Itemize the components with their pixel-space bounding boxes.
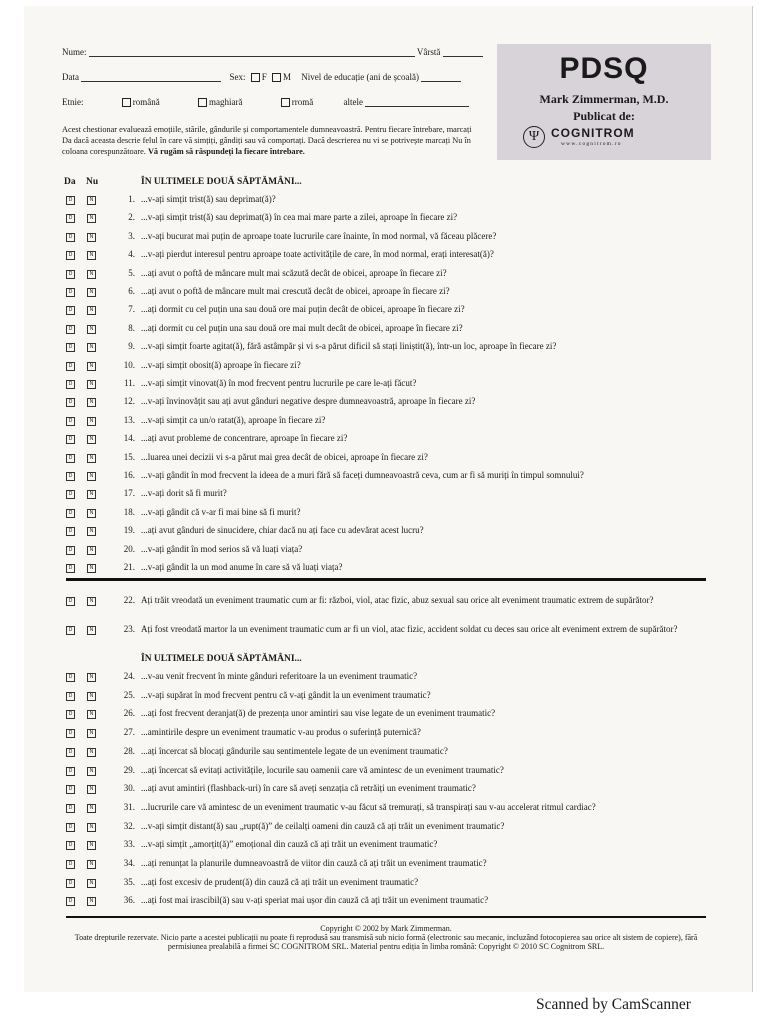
section-heading-2: ÎN ULTIMELE DOUĂ SĂPTĂMÂNI...	[141, 654, 302, 664]
question-row	[60, 249, 710, 263]
other-label: altele	[343, 97, 363, 107]
question-number: 10.	[123, 359, 135, 370]
nu-checkbox[interactable]: N	[87, 673, 96, 682]
question-number: 20.	[123, 543, 135, 554]
question-row	[60, 839, 710, 853]
nu-checkbox[interactable]: N	[87, 214, 96, 223]
question-row	[60, 671, 710, 685]
question-row	[60, 396, 710, 410]
question-number: 36.	[123, 895, 135, 906]
da-checkbox[interactable]: D	[66, 710, 75, 719]
question-text: ...ați avut amintiri (flashback-uri) în care să aveți senzația că retrăiți un eveniment traumatic?	[141, 783, 476, 794]
da-checkbox[interactable]: D	[66, 785, 75, 794]
da-checkbox[interactable]: D	[66, 767, 75, 776]
nu-checkbox[interactable]: N	[87, 288, 96, 297]
age-label: Vârstă	[416, 47, 441, 57]
section-heading-1: ÎN ULTIMELE DOUĂ SĂPTĂMÂNI...	[141, 177, 302, 187]
da-checkbox[interactable]: D	[66, 564, 75, 573]
question-text: ...ați dormit cu cel puțin una sau două ore mai puțin decât de obicei, aproape în fiecare zi?	[141, 304, 465, 315]
question-text: ...ați încercat să blocați gândurile sau sentimentele legate de un eveniment traumatic?	[141, 745, 448, 756]
da-checkbox[interactable]: D	[66, 270, 75, 279]
question-text: ...v-ați dorit să fi murit?	[141, 488, 227, 499]
nu-checkbox[interactable]: N	[87, 490, 96, 499]
question-number: 9.	[128, 341, 135, 352]
da-checkbox[interactable]: D	[66, 823, 75, 832]
question-number: 23.	[123, 624, 135, 634]
rights-notice: Toate drepturile rezervate. Nicio parte a acestei publicații nu poate fi reprodusă sau transmisă sub nicio formă (electronic sau mecanic, incluzând fotocopierea sau orice alt sistem de copiere), fără permisiunea prealabilă a firmei SC COGNITROM SRL. Material pentru ediția în limba română: Copyright © 2010 SC Cognitrom SRL.	[74, 933, 698, 951]
question-row	[60, 488, 710, 502]
nu-checkbox[interactable]: N	[87, 435, 96, 444]
da-checkbox[interactable]: D	[66, 288, 75, 297]
nu-checkbox[interactable]: N	[87, 564, 96, 573]
copyright-line: Copyright © 2002 by Mark Zimmerman.	[320, 924, 452, 933]
scanner-watermark: Scanned by CamScanner	[536, 996, 691, 1013]
nu-checkbox[interactable]: N	[87, 398, 96, 407]
question-text: ...v-ați simțit obosit(ă) aproape în fiecare zi?	[141, 359, 301, 370]
publisher-logo-block	[497, 44, 711, 160]
question-text: ...v-ați gândit în mod frecvent la ideea de a muri fără să faceți dumneavoastră ceva, cum ar fi să muriți în timpul somnului?	[141, 470, 584, 480]
nu-checkbox[interactable]: N	[87, 527, 96, 536]
question-row	[60, 268, 710, 282]
question-number: 29.	[123, 764, 135, 775]
question-number: 17.	[123, 488, 135, 499]
da-checkbox[interactable]: D	[66, 860, 75, 869]
question-text: ...v-ați simțit vinovat(ă) în mod frecvent pentru lucrurile pe care le-ați făcut?	[141, 378, 417, 388]
question-text: ...v-ați gândit că v-ar fi mai bine să fi murit?	[141, 506, 301, 517]
question-text: ...amintirile despre un eveniment traumatic v-au produs o suferință puternică?	[141, 727, 421, 738]
question-number: 5.	[128, 267, 135, 278]
nu-checkbox[interactable]: N	[87, 879, 96, 888]
question-row	[60, 708, 710, 722]
brand-url: www.cognitrom.ro	[561, 141, 622, 147]
nu-checkbox[interactable]: N	[87, 767, 96, 776]
question-row	[60, 802, 710, 816]
brand-mark	[523, 124, 693, 150]
question-row	[60, 595, 710, 609]
ethnicity-ro-checkbox[interactable]	[122, 98, 131, 107]
question-number: 35.	[123, 876, 135, 887]
question-text: ...v-ați pierdut interesul pentru aproape toate activitățile de care, în mod normal, erați interesat(ă)?	[141, 249, 494, 260]
question-text: ...ați încercat să evitați activitățile, locurile sau oamenii care vă amintesc de un eveniment traumatic?	[141, 764, 504, 775]
question-row	[60, 470, 710, 484]
question-text: ...v-ați gândit în mod serios să vă luați viața?	[141, 543, 303, 554]
copyright-footer	[60, 924, 712, 951]
nu-checkbox[interactable]: N	[87, 897, 96, 906]
sex-m-label: M	[283, 72, 292, 82]
question-number: 2.	[128, 212, 135, 223]
question-row	[60, 452, 710, 466]
question-row	[60, 286, 710, 300]
question-text: ...v-ați simțit ca un/o ratat(ă), aproape în fiecare zi?	[141, 414, 326, 425]
question-row	[60, 525, 710, 539]
question-text: ...v-ați simțit trist(ă) sau deprimat(ă) în cea mai mare parte a zilei, aproape în fiecare zi?	[141, 212, 458, 223]
da-checkbox[interactable]: D	[66, 527, 75, 536]
question-text: ...ați fost excesiv de prudent(ă) din cauză că ați trăit un eveniment traumatic?	[141, 876, 419, 887]
question-number: 11.	[124, 378, 135, 388]
question-number: 13.	[123, 414, 135, 425]
sex-label: Sex:	[229, 72, 246, 82]
question-text: ...v-ați bucurat mai puțin de aproape toate lucrurile care înainte, în mod normal, vă făceau plăcere?	[141, 230, 497, 241]
nu-checkbox[interactable]: N	[87, 306, 96, 315]
da-checkbox[interactable]: D	[66, 196, 75, 205]
da-checkbox[interactable]: D	[66, 380, 75, 389]
question-number: 22.	[123, 595, 135, 605]
da-checkbox[interactable]: D	[66, 879, 75, 888]
nu-checkbox[interactable]: N	[87, 251, 96, 260]
logo-author: Mark Zimmerman, M.D.	[539, 92, 669, 106]
question-number: 6.	[128, 286, 135, 296]
da-checkbox[interactable]: D	[66, 343, 75, 352]
da-checkbox[interactable]: D	[66, 362, 75, 371]
question-text: ...ați fost mai irascibil(ă) sau v-ați speriat mai ușor din cauză că ați trăit un eveniment traumatic?	[141, 895, 489, 906]
name-field[interactable]	[89, 47, 415, 57]
nu-checkbox[interactable]: N	[87, 748, 96, 757]
nu-checkbox[interactable]: N	[87, 626, 96, 635]
question-row	[60, 821, 710, 835]
question-row	[60, 877, 710, 891]
nu-checkbox[interactable]: N	[87, 804, 96, 813]
nu-checkbox[interactable]: N	[87, 823, 96, 832]
logo-title: PDSQ	[559, 52, 649, 85]
question-row	[60, 562, 710, 576]
age-field[interactable]	[443, 47, 483, 57]
question-number: 24.	[123, 671, 135, 681]
da-checkbox[interactable]: D	[66, 729, 75, 738]
da-checkbox[interactable]: D	[66, 398, 75, 407]
question-row	[60, 727, 710, 741]
question-row	[60, 690, 710, 704]
da-checkbox[interactable]: D	[66, 897, 75, 906]
question-number: 15.	[123, 451, 135, 462]
question-text: ...ați avut probleme de concentrare, aproape în fiecare zi?	[141, 433, 348, 444]
question-number: 7.	[128, 304, 135, 315]
question-row	[60, 746, 710, 760]
date-field[interactable]	[81, 72, 221, 82]
da-checkbox[interactable]: D	[66, 214, 75, 223]
question-number: 31.	[123, 801, 135, 812]
question-number: 33.	[123, 839, 135, 850]
nu-checkbox[interactable]: N	[87, 472, 96, 481]
nu-checkbox[interactable]: N	[87, 343, 96, 352]
psi-icon: Ψ	[523, 126, 545, 148]
question-number: 21.	[123, 562, 135, 572]
ethnicity-ro-label: română	[132, 97, 160, 107]
question-row	[60, 858, 710, 872]
ethnicity-hu-checkbox[interactable]	[198, 98, 207, 107]
sex-m-checkbox[interactable]	[272, 73, 281, 82]
question-text: ...ați renunțat la planurile dumneavoastră de viitor din cauză că ați trăit un eveniment traumatic?	[141, 858, 487, 868]
da-checkbox[interactable]: D	[66, 490, 75, 499]
question-text: ...v-ați simțit trist(ă) sau deprimat(ă)?	[141, 194, 276, 204]
nu-checkbox[interactable]: N	[87, 710, 96, 719]
da-checkbox[interactable]: D	[66, 597, 75, 606]
question-text: ...v-ați învinovățit sau ați avut gânduri negative despre dumneavoastră, aproape în fiecare zi?	[141, 396, 476, 407]
question-text: ...ați avut gânduri de sinucidere, chiar dacă nu ați face cu adevărat acest lucru?	[141, 525, 424, 536]
question-text: Ați fost vreodată martor la un eveniment traumatic cum ar fi un viol, atac fizic, accident soldat cu deces sau orice alt eveniment extrem de supărător?	[141, 624, 678, 634]
question-number: 18.	[123, 506, 135, 517]
ethnicity-rrom-checkbox[interactable]	[281, 98, 290, 107]
da-checkbox[interactable]: D	[66, 325, 75, 334]
question-number: 32.	[123, 820, 135, 831]
question-row	[60, 765, 710, 779]
nu-checkbox[interactable]: N	[87, 362, 96, 371]
question-row	[60, 895, 710, 909]
question-row	[60, 433, 710, 447]
nu-checkbox[interactable]: N	[87, 729, 96, 738]
da-checkbox[interactable]: D	[66, 435, 75, 444]
question-number: 25.	[123, 689, 135, 700]
da-checkbox[interactable]: D	[66, 306, 75, 315]
logo-published: Publicat de:	[573, 109, 635, 123]
date-label: Data	[62, 72, 79, 82]
question-number: 12.	[123, 396, 135, 407]
instructions	[62, 124, 482, 157]
education-field[interactable]	[421, 72, 461, 82]
da-checkbox[interactable]: D	[66, 417, 75, 426]
question-row	[60, 194, 710, 208]
nu-checkbox[interactable]: N	[87, 860, 96, 869]
question-row	[60, 415, 710, 429]
question-number: 1.	[128, 194, 135, 204]
question-text: Ați trăit vreodată un eveniment traumatic cum ar fi: război, viol, atac fizic, abuz sexual sau orice alt eveniment traumatic extrem de supărător?	[141, 595, 654, 605]
da-checkbox[interactable]: D	[66, 472, 75, 481]
question-text: ...v-ați simțit foarte agitat(ă), fără astâmpăr și vi s-a părut dificil să stați liniștit(ă), într-un loc, aproape în fiecare zi?	[141, 341, 557, 352]
instructions-emphasis: Vă rugăm să răspundeți la fiecare întrebare.	[147, 147, 305, 156]
nu-checkbox[interactable]: N	[87, 233, 96, 242]
da-checkbox[interactable]: D	[66, 546, 75, 555]
nu-checkbox[interactable]: N	[87, 785, 96, 794]
da-checkbox[interactable]: D	[66, 233, 75, 242]
da-checkbox[interactable]: D	[66, 692, 75, 701]
da-checkbox[interactable]: D	[66, 748, 75, 757]
question-row	[60, 323, 710, 337]
section-divider	[66, 578, 706, 581]
question-row	[60, 304, 710, 318]
question-row	[60, 360, 710, 374]
question-row	[60, 507, 710, 521]
ethnicity-label: Etnie:	[62, 97, 84, 107]
column-nu: Nu	[86, 177, 99, 187]
da-checkbox[interactable]: D	[66, 841, 75, 850]
nu-checkbox[interactable]: N	[87, 196, 96, 205]
question-row	[60, 341, 710, 355]
nu-checkbox[interactable]: N	[87, 417, 96, 426]
question-row	[60, 544, 710, 558]
column-da: Da	[64, 177, 76, 187]
question-text: ...ați avut o poftă de mâncare mult mai scăzută decât de obicei, aproape în fiecare zi?	[141, 267, 447, 278]
nu-checkbox[interactable]: N	[87, 270, 96, 279]
question-text: ...v-ați gândit la un mod anume în care să vă luați viața?	[141, 562, 343, 572]
nu-checkbox[interactable]: N	[87, 841, 96, 850]
question-text: ...v-ați simțit „amorțit(ă)” emoțional din cauză că ați trăit un eveniment traumatic?	[141, 839, 438, 850]
question-row	[60, 231, 710, 245]
nu-checkbox[interactable]: N	[87, 380, 96, 389]
question-text: ...ați fost frecvent deranjat(ă) de prezența unor amintiri sau vise legate de un eveniment traumatic?	[141, 708, 496, 719]
question-text: ...v-au venit frecvent în minte gânduri referitoare la un eveniment traumatic?	[141, 671, 418, 681]
da-checkbox[interactable]: D	[66, 454, 75, 463]
question-number: 26.	[123, 708, 135, 719]
question-number: 3.	[128, 230, 135, 241]
nu-checkbox[interactable]: N	[87, 454, 96, 463]
education-label: Nivel de educație (ani de școală)	[301, 72, 419, 82]
ethnicity-hu-label: maghiară	[209, 97, 243, 107]
instructions-text: Acest chestionar evaluează emoțiile, stările, gândurile și comportamentele dumneavoastră. Pentru fiecare întrebare, marcați Da dacă aceasta descrie felul în care vă simțiți, gândiți sau vă comportați. Dacă descrierea nu vi se potrivește marcați Nu în coloana corespunzătoare.	[62, 125, 472, 156]
name-label: Nume:	[62, 47, 87, 57]
da-checkbox[interactable]: D	[66, 251, 75, 260]
question-text: ...v-ați simțit distant(ă) sau „rupt(ă)” de ceilalți oameni din cauză că ați trăit un eveniment traumatic?	[141, 820, 505, 831]
question-row	[60, 624, 710, 638]
brand-name: COGNITROM	[551, 126, 635, 140]
question-row	[60, 378, 710, 392]
sex-f-checkbox[interactable]	[251, 73, 260, 82]
question-text: ...luarea unei decizii vi s-a părut mai grea decât de obicei, aproape în fiecare zi?	[141, 451, 428, 462]
question-number: 28.	[123, 745, 135, 756]
da-checkbox[interactable]: D	[66, 804, 75, 813]
da-checkbox[interactable]: D	[66, 626, 75, 635]
nu-checkbox[interactable]: N	[87, 692, 96, 701]
question-number: 34.	[123, 858, 135, 868]
nu-checkbox[interactable]: N	[87, 509, 96, 518]
da-checkbox[interactable]: D	[66, 673, 75, 682]
other-field[interactable]	[365, 97, 469, 107]
question-text: ...v-ați supărat în mod frecvent pentru că v-ați gândit la un eveniment traumatic?	[141, 689, 431, 700]
question-number: 16.	[123, 470, 135, 480]
question-number: 8.	[128, 322, 135, 333]
ethnicity-rrom-label: rromă	[291, 97, 314, 107]
question-number: 19.	[123, 525, 135, 536]
da-checkbox[interactable]: D	[66, 509, 75, 518]
question-text: ...ați avut o poftă de mâncare mult mai crescută decât de obicei, aproape în fiecare zi?	[141, 286, 450, 296]
question-number: 14.	[123, 433, 135, 444]
question-number: 27.	[123, 727, 135, 738]
question-row	[60, 783, 710, 797]
question-text: ...ați dormit cu cel puțin una sau două ore mai mult decât de obicei, aproape în fiecare zi?	[141, 322, 463, 333]
sex-f-label: F	[261, 72, 267, 82]
nu-checkbox[interactable]: N	[87, 325, 96, 334]
nu-checkbox[interactable]: N	[87, 546, 96, 555]
question-row	[60, 212, 710, 226]
question-number: 30.	[123, 783, 135, 794]
nu-checkbox[interactable]: N	[87, 597, 96, 606]
question-number: 4.	[128, 249, 135, 260]
footer-divider	[66, 916, 706, 918]
question-text: ...lucrurile care vă amintesc de un eveniment traumatic v-au făcut să tremurați, să transpirați sau v-au accelerat ritmul cardiac?	[141, 801, 596, 812]
